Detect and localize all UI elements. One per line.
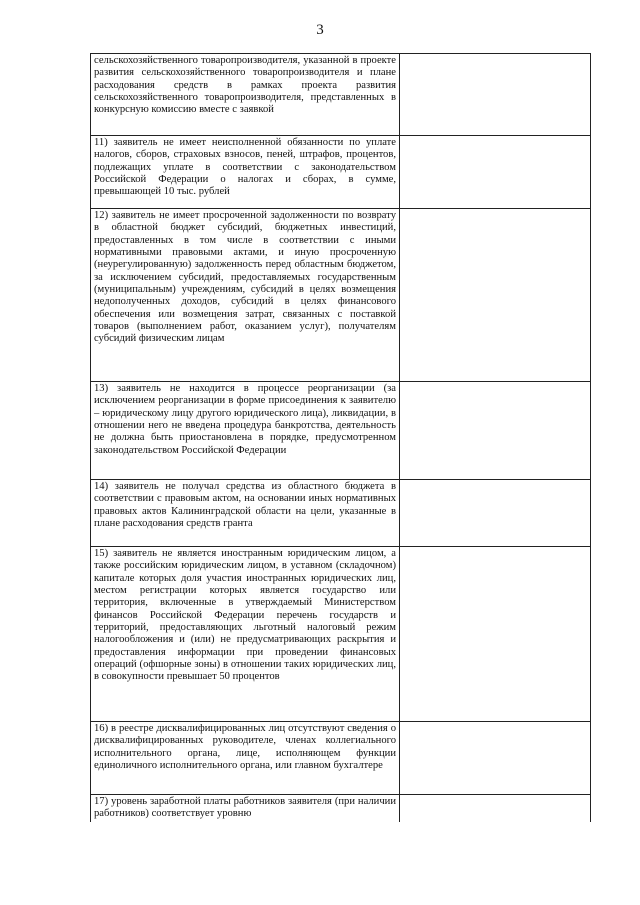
criterion-text: 12) заявитель не имеет просроченной задолженности по возврату в областной бюджет субсидий, бюджетных инвестиций, предоставленных в том числе в соответствии с иными нормативными правовыми актами, и иную просроченную (неурегулированную) задолженность перед областным бюджетом, за исключением субсидий, предоставляемых государственным (муниципальным) учреждениям, субсидий в целях возмещения недополученных доходов, субсидий в целях финансового обеспечения или возмещения затрат, связанных с поставкой товаров (выполнением работ, оказанием услуг), получателям субсидий физическим лицам [91, 209, 400, 382]
table-row [91, 54, 591, 136]
criterion-text: сельскохозяйственного товаропроизводителя, указанной в проекте развития сельскохозяйственного товаропроизводителя и плане расходования средств в рамках проекта развития сельскохозяйственного товаропроизводителя, представленных в конкурсную комиссию вместе с заявкой [91, 54, 400, 136]
table-row [91, 547, 591, 722]
criterion-text: 11) заявитель не имеет неисполненной обязанности по уплате налогов, сборов, страховых взносов, пеней, штрафов, процентов, подлежащих уплате в соответствии с законодательством Российской Федерации о налогах и сборах, в сумме, превышающей 10 тыс. рублей [91, 136, 400, 209]
table-row [91, 209, 591, 382]
criterion-text: 15) заявитель не является иностранным юридическим лицом, а также российским юридическим лицом, в уставном (складочном) капитале которых доля участия иностранных юридических лиц, местом регистрации которых является государство или территория, включенные в утверждаемый Министерством финансов Российской Федерации перечень государств и территорий, предоставляющих льготный налоговый режим налогообложения и (или) не предусматривающих раскрытия и предоставления информации при проведении финансовых операций (офшорные зоны) в отношении таких юридических лиц, в совокупности превышает 50 процентов [91, 547, 400, 722]
criterion-mark-cell [400, 136, 591, 209]
criteria-table [90, 53, 591, 822]
criterion-mark-cell [400, 547, 591, 722]
criterion-text: 14) заявитель не получал средства из областного бюджета в соответствии с правовым актом, на основании иных нормативных правовых актов Калининградской области на цели, указанные в плане расходования средств гранта [91, 480, 400, 547]
criterion-text: 17) уровень заработной платы работников заявителя (при наличии работников) соответствует уровню [91, 795, 400, 822]
criterion-mark-cell [400, 209, 591, 382]
table-row [91, 722, 591, 795]
table-row [91, 382, 591, 480]
page-number: 3 [316, 22, 324, 38]
criterion-mark-cell [400, 54, 591, 136]
criterion-mark-cell [400, 795, 591, 822]
criterion-text: 16) в реестре дисквалифицированных лиц отсутствуют сведения о дисквалифицированных руководителе, членах коллегиального исполнительного органа, лице, исполняющем функции единоличного исполнительного органа, или главном бухгалтере [91, 722, 400, 795]
criterion-mark-cell [400, 722, 591, 795]
table-row [91, 136, 591, 209]
criterion-mark-cell [400, 382, 591, 480]
table-row [91, 795, 591, 822]
criterion-text: 13) заявитель не находится в процессе реорганизации (за исключением реорганизации в форме присоединения к заявителю – юридическому лицу другого юридического лица), ликвидации, в отношении него не введена процедура банкротства, деятельность не должна быть приостановлена в порядке, предусмотренном законодательством Российской Федерации [91, 382, 400, 480]
criterion-mark-cell [400, 480, 591, 547]
table-row [91, 480, 591, 547]
